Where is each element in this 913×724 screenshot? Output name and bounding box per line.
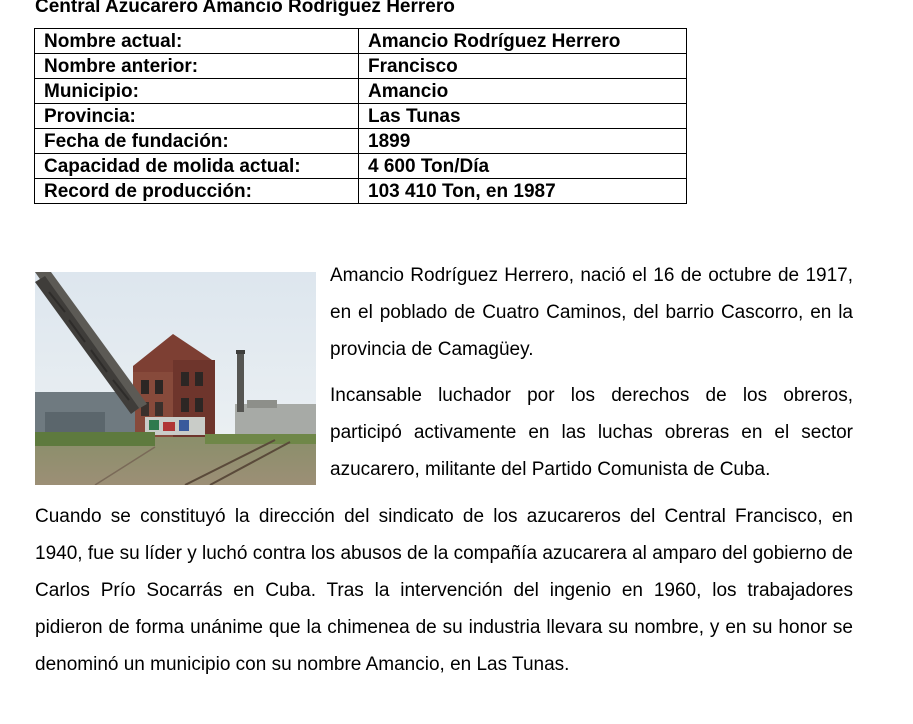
table-row	[35, 179, 687, 204]
info-table	[34, 28, 687, 204]
row-label: Fecha de fundación:	[35, 129, 359, 154]
table-row	[35, 79, 687, 104]
row-label: Nombre anterior:	[35, 54, 359, 79]
row-label: Nombre actual:	[35, 29, 359, 54]
sugar-mill-photo	[35, 272, 316, 485]
paragraph-activism: Incansable luchador por los derechos de los obreros, participó activamente en las luchas obreras en el sector azucarero, militante del Partido Comunista de Cuba.	[330, 385, 853, 480]
table-row	[35, 154, 687, 179]
document-title: Central Azucarero Amancio Rodríguez Herrero	[35, 0, 455, 17]
paragraph-birth: Amancio Rodríguez Herrero, nació el 16 de octubre de 1917, en el poblado de Cuatro Caminos, del barrio Cascorro, en la provincia de Camagüey.	[330, 265, 853, 360]
row-label: Capacidad de molida actual:	[35, 154, 359, 179]
row-value: Amancio Rodríguez Herrero	[359, 29, 687, 54]
row-value: Francisco	[359, 54, 687, 79]
row-label: Municipio:	[35, 79, 359, 104]
table-row	[35, 129, 687, 154]
table-row	[35, 104, 687, 129]
row-value: 4 600 Ton/Día	[359, 154, 687, 179]
row-value: 103 410 Ton, en 1987	[359, 179, 687, 204]
row-value: Las Tunas	[359, 104, 687, 129]
table-row	[35, 29, 687, 54]
row-label: Record de producción:	[35, 179, 359, 204]
row-label: Provincia:	[35, 104, 359, 129]
paragraph-legacy: Cuando se constituyó la dirección del sindicato de los azucareros del Central Francisco, en 1940, fue su líder y luchó contra los abusos de la compañía azucarera al amparo del gobierno de Carlos Prío Socarrás en Cuba. Tras la intervención del ingenio en 1960, los trabajadores pidieron de forma unánime que la chimenea de su industria llevara su nombre, y en su honor se denominó un municipio con su nombre Amancio, en Las Tunas.	[35, 506, 853, 675]
table-row	[35, 54, 687, 79]
row-value: Amancio	[359, 79, 687, 104]
row-value: 1899	[359, 129, 687, 154]
